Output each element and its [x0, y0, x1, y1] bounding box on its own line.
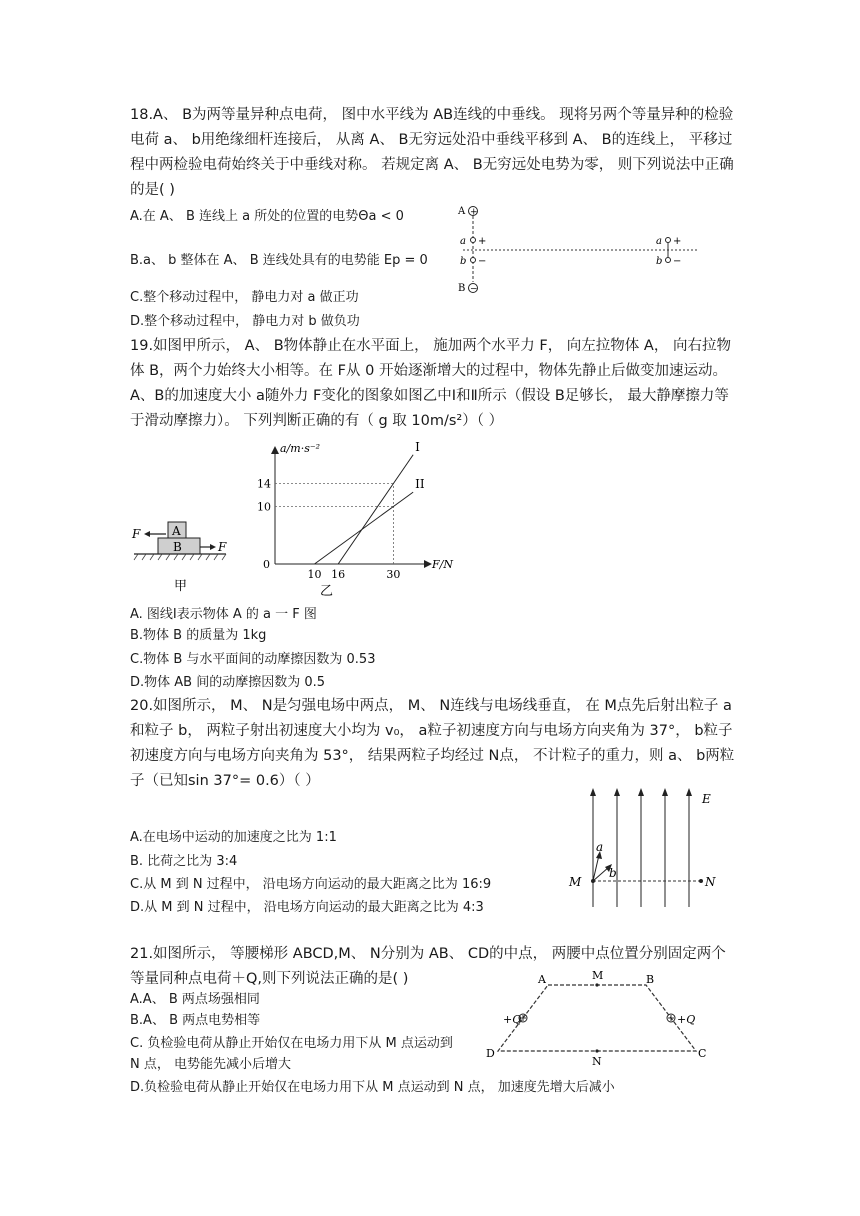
q21-option-d: D.负检验电荷从静止开始仅在电场力用下从 M 点运动到 N 点， 加速度先增大后减小 — [130, 1080, 615, 1095]
q19-option-a: A. 图线Ⅰ表示物体 A 的 a 一 F 图 — [130, 607, 317, 622]
q18-option-a: A.在 A、 B 连线上 a 所处的位置的电势Θa < 0 — [130, 209, 404, 224]
label-b-right: b — [656, 256, 663, 267]
force-left-arrowhead — [144, 531, 150, 537]
caption-jia: 甲 — [174, 579, 188, 594]
test-charge-a-left — [471, 238, 476, 243]
label-A: A — [458, 206, 466, 217]
q20-option-d: D.从 M 到 N 过程中， 沿电场方向运动的最大距离之比为 4:3 — [130, 900, 484, 915]
velocity-a-label: a — [596, 840, 604, 854]
vertex-B: B — [646, 973, 655, 986]
test-charge-a-right — [666, 238, 671, 243]
block-B-label: B — [173, 540, 182, 554]
q19-figure-jia — [130, 510, 240, 595]
x-tick-label: 16 — [331, 568, 346, 581]
field-label-E: E — [702, 792, 711, 806]
charge-left-label: +Q — [503, 1013, 522, 1026]
vertex-D: D — [486, 1047, 495, 1060]
q21-option-a: A.A、 B 两点场强相同 — [130, 992, 260, 1007]
label-B: B — [458, 283, 466, 294]
q18-option-c: C.整个移动过程中， 静电力对 a 做正功 — [130, 290, 359, 305]
vertex-A: A — [538, 973, 546, 986]
q19-option-b: B.物体 B 的质量为 1kg — [130, 628, 267, 643]
point-M-label: M — [569, 875, 582, 889]
series-line-I — [338, 455, 413, 564]
label-a-right: a — [656, 236, 662, 247]
q18-figure — [455, 200, 705, 300]
q20-figure — [565, 785, 725, 910]
chart-caption: 乙 — [320, 584, 334, 599]
trapezoid-ABCD — [498, 985, 696, 1051]
q21-figure — [478, 965, 723, 1070]
vertex-C: C — [698, 1047, 707, 1060]
origin-label: 0 — [263, 558, 270, 571]
charge-A-sign: + — [470, 207, 478, 218]
q20-option-a: A.在电场中运动的加速度之比为 1:1 — [130, 830, 337, 845]
field-arrowheads — [590, 788, 692, 796]
q19-option-c: C.物体 B 与水平面间的动摩擦因数为 0.53 — [130, 652, 376, 667]
q21-option-b: B.A、 B 两点电势相等 — [130, 1013, 261, 1028]
series-label-II: II — [415, 477, 425, 492]
point-N-label: N — [705, 875, 716, 889]
label-a-left: a — [460, 236, 466, 247]
q19-chart-yi — [255, 440, 470, 600]
y-tick-label: 14 — [257, 477, 271, 491]
series-line-II — [314, 492, 413, 564]
midpoint-N — [595, 1049, 598, 1052]
x-tick-label: 10 — [307, 568, 322, 581]
question-20-stem: 20.如图所示， M、 N是匀强电场中两点， M、 N连线与电场线垂直， 在 M点先后射出粒子 a和粒子 b， 两粒子射出初速度大小均为 v₀， a粒子初速度方向与电场方向夹角为 37°， b粒子初速度方向与电场方向夹角为 53°， 结果两粒子均经过 N点， 不计粒子的重力，则 a、 b两粒子（已知sin 37°= 0.6）（ ） — [130, 698, 735, 789]
force-right-label: F — [218, 540, 227, 554]
sign-a-right: + — [673, 236, 682, 247]
midpoint-N-label: N — [592, 1055, 602, 1068]
q19-option-d: D.物体 AB 间的动摩擦因数为 0.5 — [130, 675, 326, 690]
sign-b-left: − — [478, 256, 487, 267]
label-b-left: b — [460, 256, 467, 267]
test-charge-b-left — [471, 258, 476, 263]
q20-option-b: B. 比荷之比为 3:4 — [130, 854, 238, 869]
y-axis-label: a/m·s⁻² — [280, 442, 321, 455]
question-19-stem: 19.如图甲所示， A、 B物体静止在水平面上， 施加两个水平力 F， 向左拉物体 A， 向右拉物体 B，两个力始终大小相等。在 F从 0 开始逐渐增大的过程中，物体先静止后做变加速运动。A、B的加速度大小 a随外力 F变化的图象如图乙中Ⅰ和Ⅱ所示（假设 B足够长， 最大静摩擦力等于滑动摩擦力）。 下列判断正确的有（ g 取 10m/s²）（ ） — [130, 338, 731, 429]
field-lines — [593, 793, 689, 907]
q18-option-b: B.a、 b 整体在 A、 B 连线处具有的电势能 Ep = 0 — [130, 253, 428, 268]
q21-option-c: C. 负检验电荷从静止开始仅在电场力用下从 M 点运动到 N 点， 电势能先减小后增大 — [130, 1036, 453, 1072]
midpoint-M — [595, 983, 598, 986]
question-21-stem: 21.如图所示， 等腰梯形 ABCD,M、 N分别为 AB、 CD的中点， 两腰中点位置分别固定两个等量同种点电荷＋Q,则下列说法正确的是( ) — [130, 946, 726, 987]
velocity-b-label: b — [609, 866, 617, 880]
q18-option-d: D.整个移动过程中， 静电力对 b 做负功 — [130, 314, 360, 329]
block-A-label: A — [172, 524, 181, 538]
y-tick-label: 10 — [257, 500, 271, 514]
ground-hatch — [134, 554, 226, 560]
question-18-stem: 18.A、 B为两等量异种点电荷， 图中水平线为 AB连线的中垂线。 现将另两个等量异种的检验电荷 a、 b用绝缘细杆连接后， 从离 A、 B无穷远处沿中垂线平移到 A、 B的连线上， 平移过程中两检验电荷始终关于中垂线对称。 若规定离 A、 B无穷远处电势为零， 则下列说法中正确的是( ) — [130, 107, 734, 198]
x-axis-label: F/N — [432, 558, 453, 571]
series-label-I: I — [415, 440, 420, 454]
x-tick-label: 30 — [386, 568, 401, 581]
sign-b-right: − — [673, 256, 682, 267]
point-N — [699, 879, 703, 883]
charge-B-sign: − — [470, 284, 478, 295]
sign-a-left: + — [478, 236, 487, 247]
q20-option-c: C.从 M 到 N 过程中， 沿电场方向运动的最大距离之比为 16:9 — [130, 877, 492, 892]
force-left-label: F — [132, 527, 141, 541]
midpoint-M-label: M — [592, 969, 604, 982]
test-charge-b-right — [666, 258, 671, 263]
force-right-arrowhead — [210, 544, 216, 550]
charge-right-label: +Q — [677, 1013, 696, 1026]
